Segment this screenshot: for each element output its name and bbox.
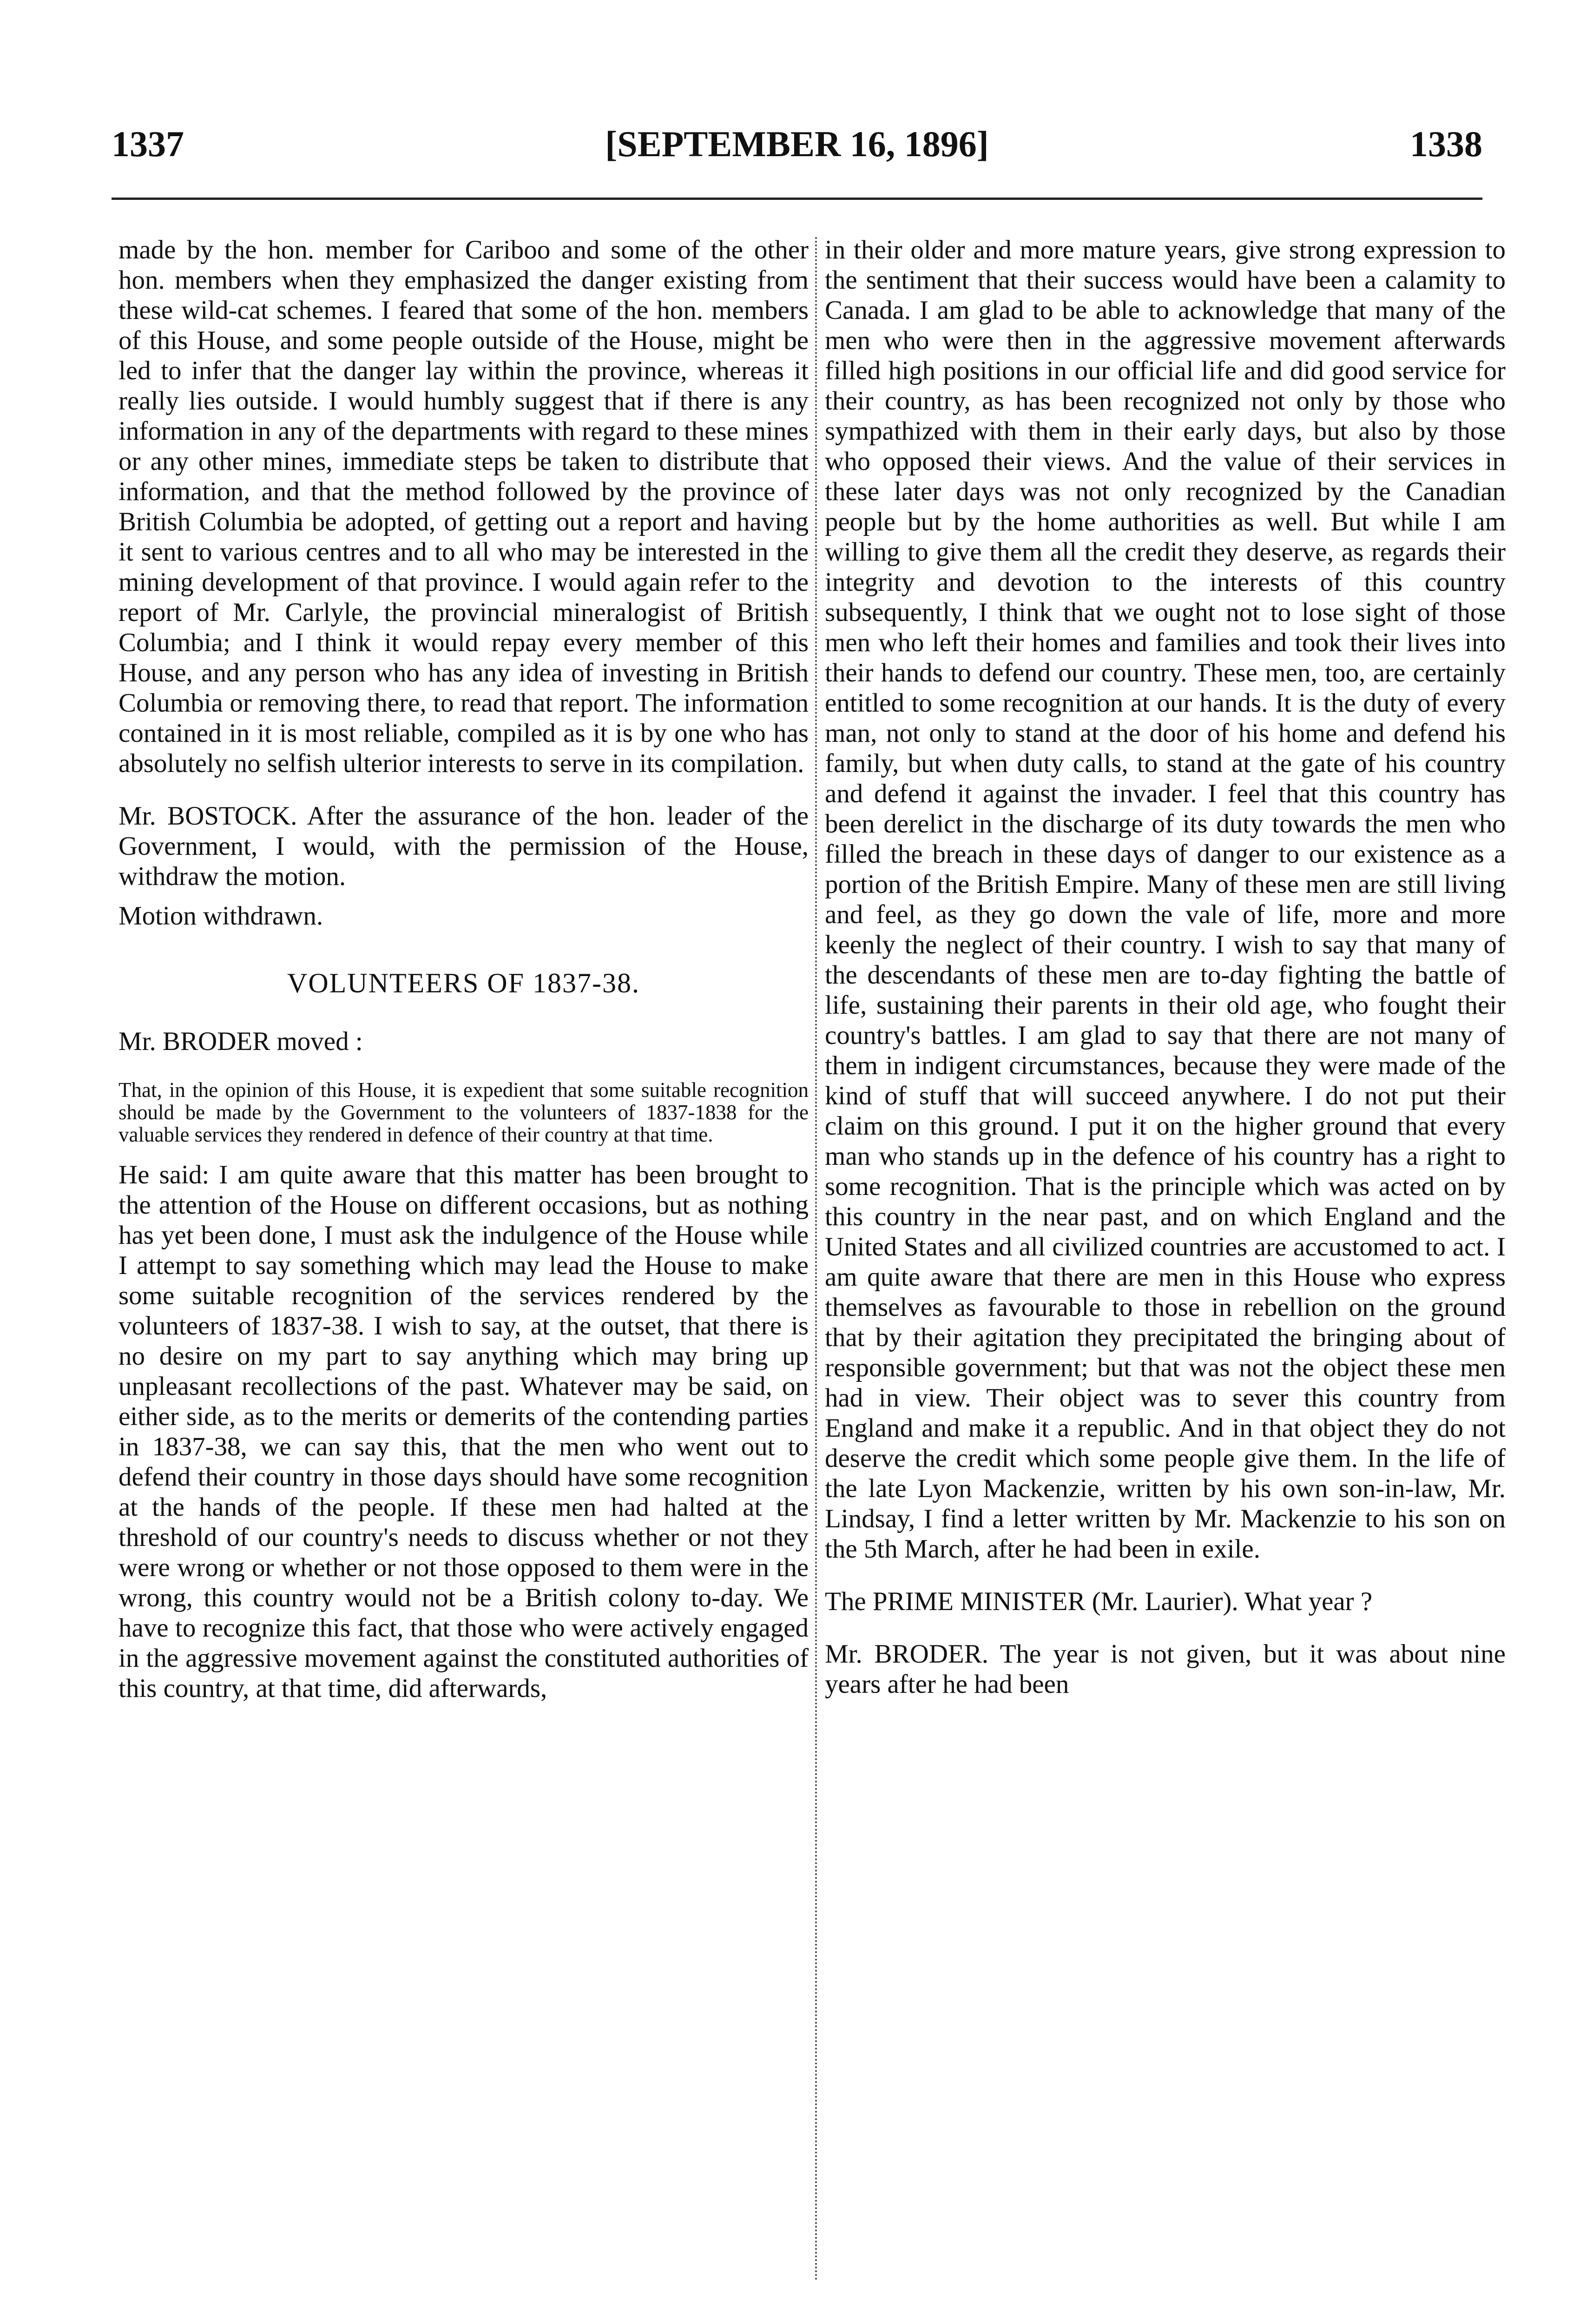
broder-speech: He said: I am quite aware that this matter has been brought to the attention of the House on different occasions, but as nothing has yet been done, I must ask the indulgence of the House while I attempt to say something which may lead the House to make some suitable recognition of the services rendered by the volunteers of 1837-38. I wish to say, at the outset, that there is no desire on my part to say anything which may bring up unpleasant recollections of the past. Whatever may be said, on either side, as to the merits or demerits of the contending parties in 1837-38, we can say this, that the men who went out to defend their country in those days should have some recognition at the hands of the people. If these men had halted at the threshold of our country's needs to discuss whether or not they were wrong or whether or not those opposed to them were in the wrong, this country would not be a British colony to-day. We have to recognize this fact, that those who were actively engaged in the aggressive movement against the constituted authorities of this country, at that time, did afterwards, xyxy=(118,1160,809,1703)
page-header xyxy=(112,123,1482,170)
bostock-speech: Mr. BOSTOCK. After the assurance of the hon. leader of the Government, I would, with the permission of the House, withdraw the motion. xyxy=(118,801,809,891)
header-rule xyxy=(112,198,1482,200)
header-date: [SEPTEMBER 16, 1896] xyxy=(605,124,989,164)
motion-text: That, in the opinion of this House, it is expedient that some suitable recognition should be made by the Government to the volunteers of 1837-1838 for the valuable services they rendered in defence of their country at that time. xyxy=(118,1078,809,1146)
left-column xyxy=(118,235,809,1703)
right-page-number: 1338 xyxy=(1410,124,1482,164)
broder-reply: Mr. BRODER. The year is not given, but it was about nine years after he had been xyxy=(825,1639,1506,1699)
left-paragraph-1: made by the hon. member for Cariboo and some of the other hon. members when they emphasized the danger existing from these wild-cat schemes. I feared that some of the hon. members of this House, and some people outside of the House, might be led to infer that the danger lay within the province, whereas it really lies outside. I would humbly suggest that if there is any information in any of the departments with regard to these mines or any other mines, immediate steps be taken to distribute that information, and that the method followed by the province of British Columbia be adopted, of getting out a report and having it sent to various centres and to all who may be interested in the mining development of that province. I would again refer to the report of Mr. Carlyle, the provincial mineralogist of British Columbia; and I think it would repay every member of this House, and any person who has any idea of investing in British Columbia or removing there, to read that report. The information contained in it is most reliable, compiled as it is by one who has absolutely no selfish ulterior interests to serve in its compilation. xyxy=(118,235,809,778)
motion-withdrawn: Motion withdrawn. xyxy=(118,901,323,931)
section-heading: VOLUNTEERS OF 1837-38. xyxy=(287,968,640,998)
prime-minister-question: The PRIME MINISTER (Mr. Laurier). What year ? xyxy=(825,1587,1373,1616)
column-divider xyxy=(815,237,817,2282)
right-paragraph-1: in their older and more mature years, give strong expression to the sentiment that their success would have been a calamity to Canada. I am glad to be able to acknowledge that many of the men who were then in the aggressive movement afterwards filled high positions in our official life and did good service for their country, as has been recognized not only by those who sympathized with them in their early days, but also by those who opposed their views. And the value of their services in these later days was not only recognized by the Canadian people but by the home authorities as well. But while I am willing to give them all the credit they deserve, as regards their integrity and devotion to the interests of this country subsequently, I think that we ought not to lose sight of those men who left their homes and families and took their lives into their hands to defend our country. These men, too, are certainly entitled to some recognition at our hands. It is the duty of every man, not only to stand at the door of his home and defend his family, but when duty calls, to stand at the gate of his country and defend it against the invader. I feel that this country has been derelict in the discharge of its duty towards the men who filled the breach in these days of danger to our existence as a portion of the British Empire. Many of these men are still living and feel, as they go down the vale of life, more and more keenly the neglect of their country. I wish to say that many of the descendants of these men are to-day fighting the battle of life, sustaining their parents in their old age, who fought their country's battles. I am glad to say that there are not many of them in indigent circumstances, because they were made of the kind of stuff that will succeed anywhere. I do not put their claim on this ground. I put it on the higher ground that every man who stands up in the defence of his country has a right to some recognition. That is the principle which was acted on by this country in the near past, and on which England and the United States and all civilized countries are accustomed to act. I am quite aware that there are men in this House who express themselves as favourable to those in rebellion on the ground that by their agitation they precipitated the bringing about of responsible government; but that was not the object these men had in view. Their object was to sever this country from England and make it a republic. And in that object they do not deserve the credit which some people give them. In the life of the late Lyon Mackenzie, written by his own son-in-law, Mr. Lindsay, I find a letter written by Mr. Mackenzie to his son on the 5th March, after he had been in exile. xyxy=(825,235,1506,1564)
right-column xyxy=(825,235,1506,1699)
left-page-number: 1337 xyxy=(112,124,184,164)
broder-moved: Mr. BRODER moved : xyxy=(118,1027,363,1056)
